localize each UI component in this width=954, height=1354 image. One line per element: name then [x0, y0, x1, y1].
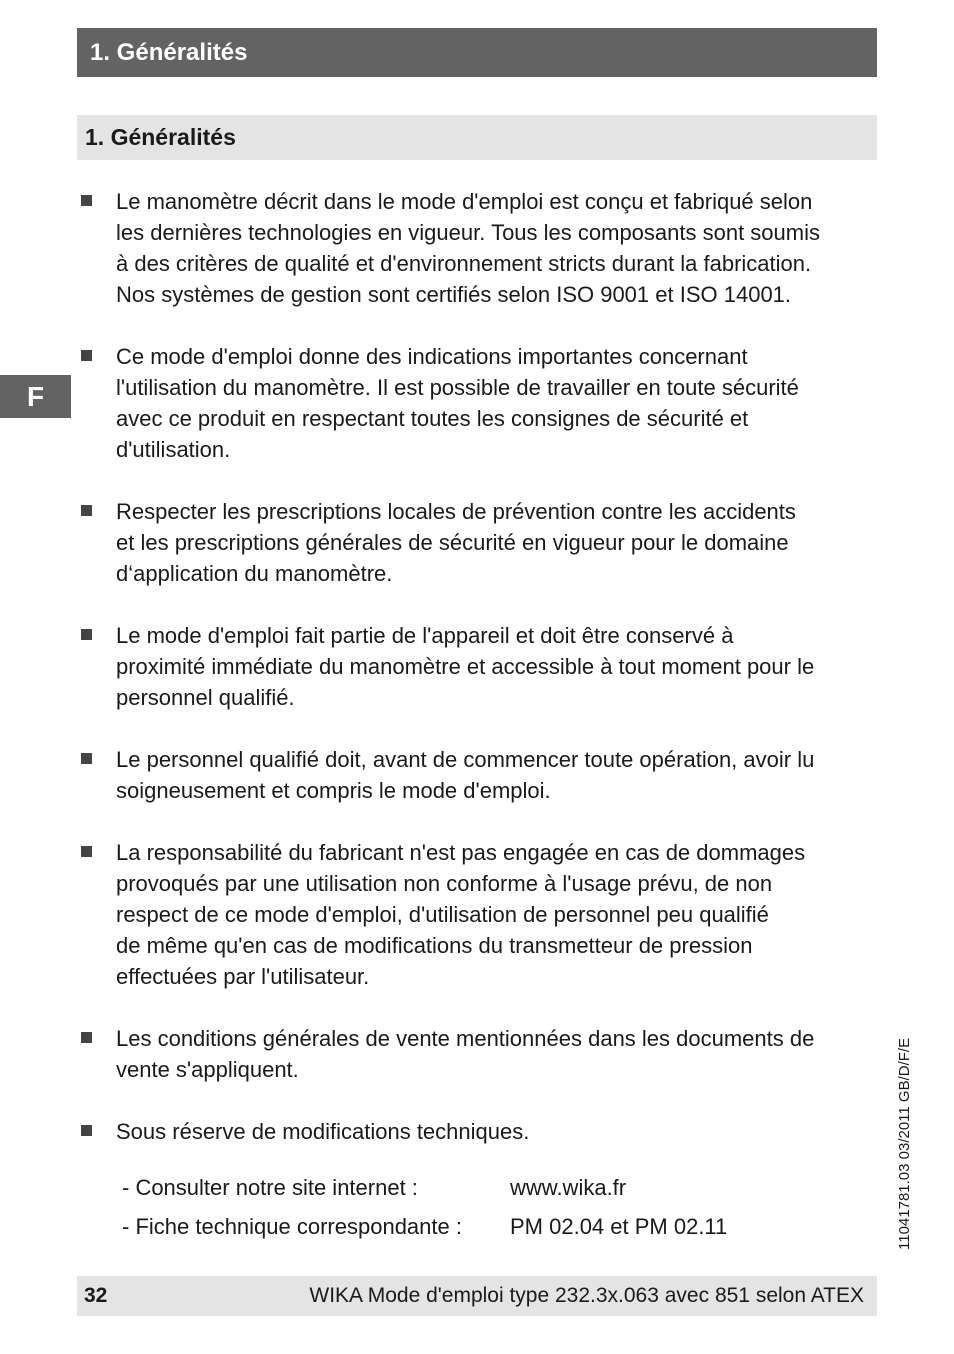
datasheet-reference: PM 02.04 et PM 02.11 — [510, 1214, 728, 1239]
list-item — [77, 1116, 887, 1147]
bullet-square-icon — [81, 846, 92, 857]
bullet-square-icon — [81, 195, 92, 206]
datasheet-label: - Fiche technique correspondante : — [122, 1214, 462, 1239]
list-item-text: Sous réserve de modifications techniques. — [116, 1119, 530, 1144]
bullet-square-icon — [81, 629, 92, 640]
list-item-text: Le personnel qualifié doit, avant de commencer toute opération, avoir lu soigneusement et compris le mode d'emploi. — [116, 747, 815, 803]
list-item-text: Respecter les prescriptions locales de prévention contre les accidents et les prescriptions générales de sécurité en vigueur pour le domaine d‘application du manomètre. — [116, 499, 796, 586]
website-link[interactable]: www.wika.fr — [510, 1175, 627, 1200]
bullet-square-icon — [81, 505, 92, 516]
list-item-text: Le manomètre décrit dans le mode d'emploi est conçu et fabriqué selon les dernières technologies en vigueur. Tous les composants sont soumis à des critères de qualité et d'environnement stricts durant la fabrication. Nos systèmes de gestion sont certifiés selon ISO 9001 et ISO 14001. — [116, 189, 820, 307]
bullet-list — [77, 186, 887, 1178]
document-code: 11041781.03 03/2011 GB/D/F/E — [896, 1037, 913, 1250]
datasheet-row — [122, 1207, 727, 1246]
page-number: 32 — [84, 1284, 108, 1307]
reference-links — [122, 1168, 727, 1246]
list-item — [77, 620, 887, 713]
list-item — [77, 341, 887, 465]
list-item — [77, 186, 887, 310]
list-item-text: Ce mode d'emploi donne des indications importantes concernant l'utilisation du manomètre. Il est possible de travailler en toute sécurité avec ce produit en respectant toutes les consignes de sécurité et d'utilisation. — [116, 344, 799, 462]
list-item — [77, 837, 887, 992]
list-item — [77, 1023, 887, 1085]
bullet-square-icon — [81, 1032, 92, 1043]
chapter-title: 1. Généralités — [90, 39, 248, 66]
section-title: 1. Généralités — [85, 124, 236, 150]
list-item — [77, 496, 887, 589]
page-footer — [77, 1276, 877, 1316]
list-item-text: Le mode d'emploi fait partie de l'appareil et doit être conservé à proximité immédiate du manomètre et accessible à tout moment pour le personnel qualifié. — [116, 623, 815, 710]
bullet-square-icon — [81, 753, 92, 764]
website-label: - Consulter notre site internet : — [122, 1175, 418, 1200]
language-tab: F — [0, 375, 71, 418]
website-row — [122, 1168, 727, 1207]
chapter-header — [77, 28, 877, 77]
bullet-square-icon — [81, 1125, 92, 1136]
list-item — [77, 744, 887, 806]
list-item-text: Les conditions générales de vente mentionnées dans les documents de vente s'appliquent. — [116, 1026, 815, 1082]
list-item-text: La responsabilité du fabricant n'est pas engagée en cas de dommages provoqués par une utilisation non conforme à l'usage prévu, de non respect de ce mode d'emploi, d'utilisation de personnel peu qualifié de même qu'en cas de modifications du transmetteur de pression effectuées par l'utilisateur. — [116, 840, 806, 989]
bullet-square-icon — [81, 350, 92, 361]
section-header — [77, 115, 877, 160]
footer-title: WIKA Mode d'emploi type 232.3x.063 avec 851 selon ATEX — [309, 1284, 864, 1307]
